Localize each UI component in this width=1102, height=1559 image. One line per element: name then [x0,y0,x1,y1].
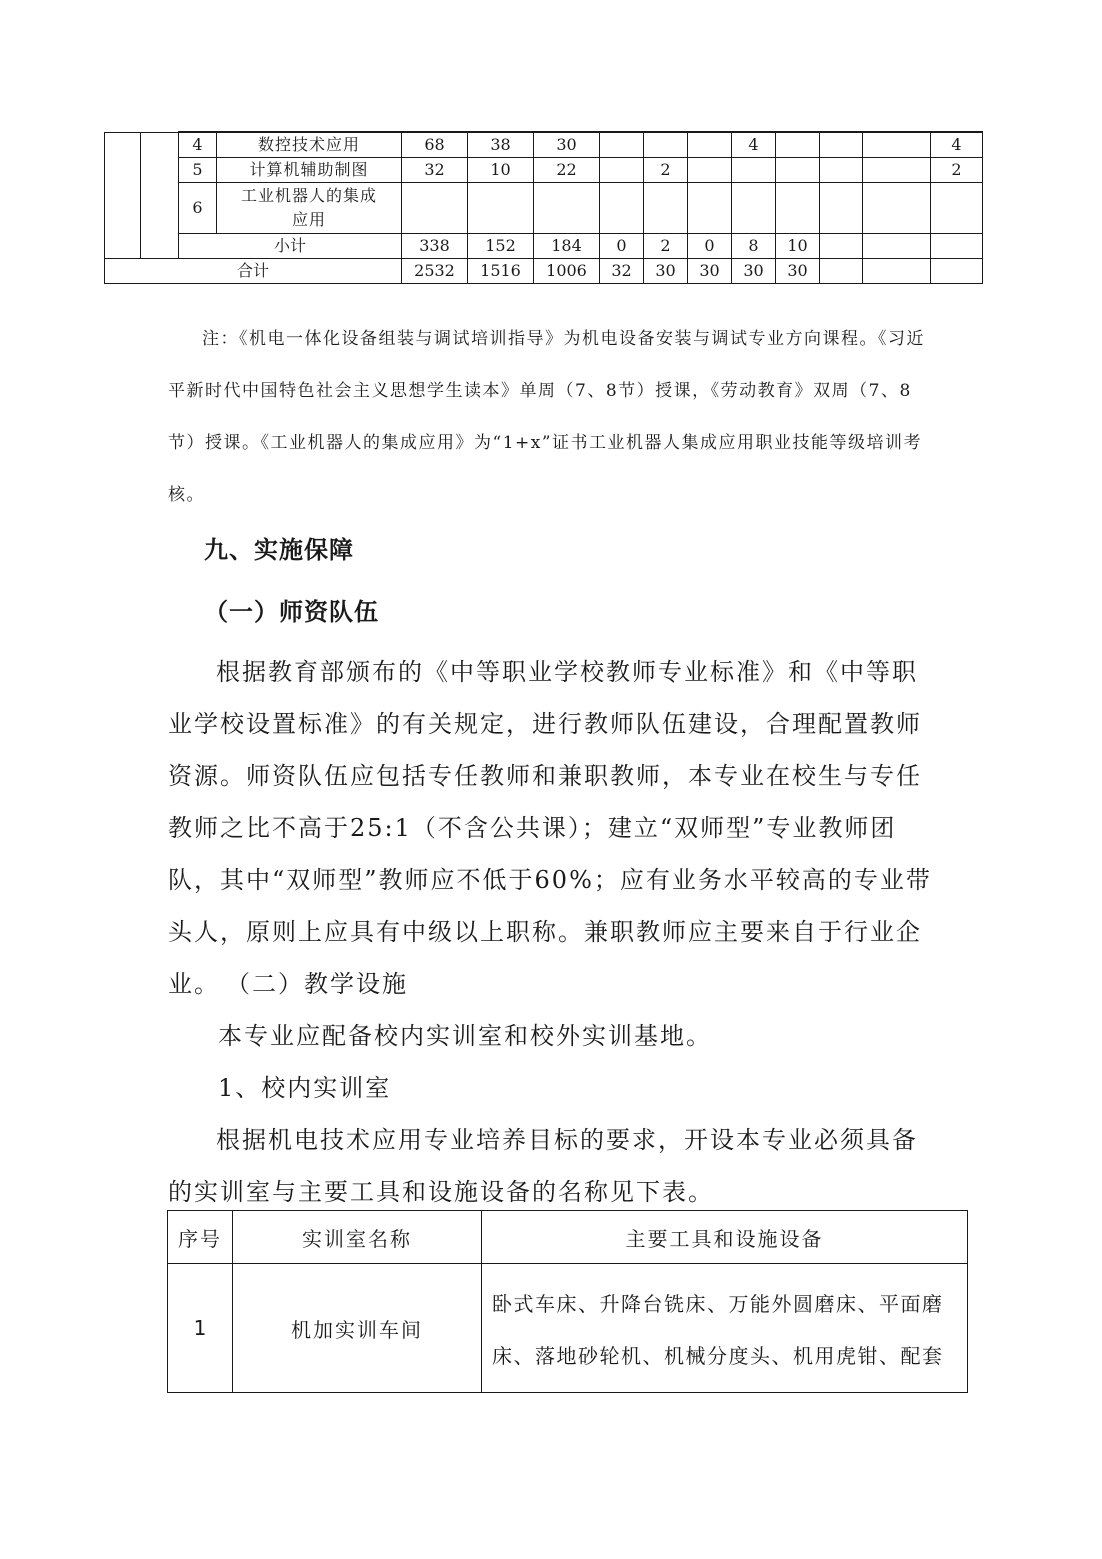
section-heading: 九、实施保障 [204,536,354,564]
semester-4 [732,183,776,234]
practice-hours: 22 [534,158,600,183]
semester-6 [820,132,863,158]
column-8 [931,183,983,234]
theory-hours: 10 [468,158,534,183]
subtotal-semester-4: 8 [732,234,776,259]
column-7 [863,183,931,234]
semester-2 [644,132,688,158]
total-hours: 68 [402,132,468,158]
table-row [168,1264,968,1393]
category-cell [105,158,141,183]
subcategory-cell [141,183,179,234]
subtotal-semester-2: 2 [644,234,688,259]
course-name [217,183,402,234]
body-text: 本专业应配备校内实训室和校外实训基地。 [218,1022,712,1050]
column-8: 4 [931,132,983,158]
semester-2 [644,183,688,234]
subcategory-cell [141,158,179,183]
semester-3 [688,132,732,158]
course-name-line-1: 工业机器人的集成 [240,186,377,205]
empty-cell [820,234,863,259]
table-note: 注：《机电一体化设备组装与调试培训指导》为机电设备安装与调试专业方向课程。《习近平新时代中国特色社会主义思想学生读本》单周（7、8节）授课，《劳动教育》双周（7、8节）授课。《工业机器人的集成应用》为“1+x”证书工业机器人集成应用职业技能等级培训考核。 [168,329,925,505]
total-hours [402,183,468,234]
semester-4 [732,158,776,183]
semester-4: 4 [732,132,776,158]
subtotal-semester-1: 0 [600,234,644,259]
room-name-cell: 机加实训车间 [233,1264,482,1393]
column-7 [863,158,931,183]
seq-cell: 1 [168,1264,233,1393]
subsection-heading: （一）师资队伍 [204,598,379,626]
faculty-paragraph: 根据教育部颁布的《中等职业学校教师专业标准》和《中等职业学校设置标准》的有关规定，进行教师队伍建设，合理配置教师资源。师资队伍应包括专任教师和兼职教师，本专业在校生与专任教师之比不高于25:1（不含公共课）；建立“双师型”专业教师团队，其中“双师型”教师应不低于60%；应有业务水平较高的专业带头人，原则上应具有中级以上职称。兼职教师应主要来自于行业企业。 [168,658,932,998]
course-schedule-table [104,131,983,284]
column-8: 2 [931,158,983,183]
grand-total-semester-5: 30 [776,259,820,284]
subtotal-practice: 184 [534,234,600,259]
subsection-heading: （二）教学设施 [226,970,408,998]
header-equipment: 主要工具和设施设备 [482,1211,968,1264]
course-name: 数控技术应用 [217,132,402,158]
grand-total-total: 2532 [402,259,468,284]
grand-total-row [105,259,983,284]
row-number: 6 [179,183,217,234]
course-name: 计算机辅助制图 [217,158,402,183]
row-number: 5 [179,158,217,183]
semester-6 [820,183,863,234]
empty-cell [931,234,983,259]
grand-total-semester-1: 32 [600,259,644,284]
header-seq: 序号 [168,1211,233,1264]
practice-hours [534,183,600,234]
body-text: 根据机电技术应用专业培养目标的要求，开设本专业必须具备的实训室与主要工具和设施设备的名称见下表。 [168,1126,918,1206]
subcategory-cell [141,132,179,158]
equipment-cell: 卧式车床、升降台铣床、万能外圆磨床、平面磨床、落地砂轮机、机械分度头、机用虎钳、配套 [482,1264,968,1393]
practice-hours: 30 [534,132,600,158]
total-hours: 32 [402,158,468,183]
semester-3 [688,158,732,183]
grand-total-semester-3: 30 [688,259,732,284]
grand-total-semester-2: 30 [644,259,688,284]
category-cell [105,183,141,234]
subcategory-cell [141,234,179,259]
empty-cell [863,259,931,284]
semester-1 [600,158,644,183]
semester-2: 2 [644,158,688,183]
subtotal-label: 小计 [179,234,402,259]
semester-3 [688,183,732,234]
subtotal-semester-5: 10 [776,234,820,259]
grand-total-label: 合计 [105,259,402,284]
subtotal-semester-3: 0 [688,234,732,259]
subtotal-total: 338 [402,234,468,259]
semester-6 [820,158,863,183]
row-number: 4 [179,132,217,158]
semester-1 [600,132,644,158]
category-cell [105,132,141,158]
grand-total-practice: 1006 [534,259,600,284]
header-room: 实训室名称 [233,1211,482,1264]
course-name-line-2: 应用 [291,210,326,229]
semester-1 [600,183,644,234]
column-7 [863,132,931,158]
category-cell [105,234,141,259]
theory-hours [468,183,534,234]
table-header-row [168,1211,968,1264]
empty-cell [931,259,983,284]
semester-5 [776,132,820,158]
theory-hours: 38 [468,132,534,158]
subtotal-row [105,234,983,259]
semester-5 [776,183,820,234]
subtotal-theory: 152 [468,234,534,259]
semester-5 [776,158,820,183]
subsection-heading: 1、校内实训室 [218,1074,392,1102]
table-row [105,158,983,183]
empty-cell [820,259,863,284]
empty-cell [863,234,931,259]
table-row [105,183,983,234]
table-row [105,132,983,158]
facility-table [167,1210,968,1393]
grand-total-theory: 1516 [468,259,534,284]
grand-total-semester-4: 30 [732,259,776,284]
